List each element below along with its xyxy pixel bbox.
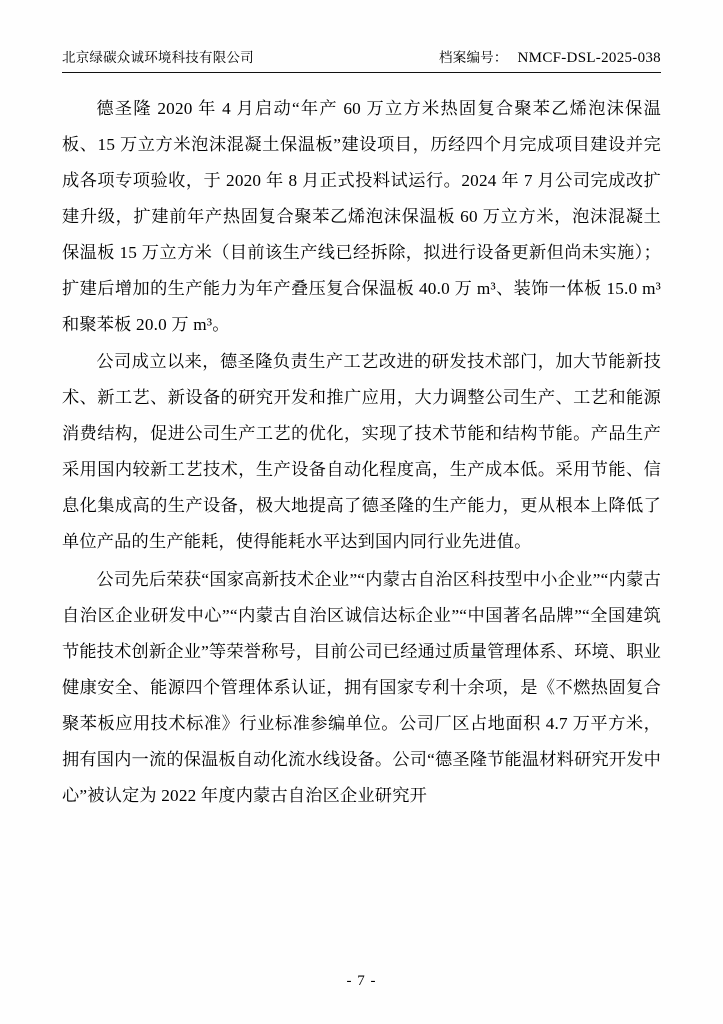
header-archive-label: 档案编号： (439, 50, 508, 65)
header-company-name: 北京绿碳众诚环境科技有限公司 (62, 50, 254, 65)
header-archive-code: NMCF-DSL-2025-038 (517, 50, 661, 66)
page-header (62, 46, 661, 73)
header-archive (439, 46, 661, 67)
paragraph-2: 公司成立以来，德圣隆负责生产工艺改进的研发技术部门，加大节能新技术、新工艺、新设备的研究开发和推广应用，大力调整公司生产、工艺和能源消费结构，促进公司生产工艺的优化，实现了技术节能和结构节能。产品生产采用国内较新工艺技术，生产设备自动化程度高，生产成本低。采用节能、信息化集成高的生产设备，极大地提高了德圣隆的生产能力，更从根本上降低了单位产品的生产能耗，使得能耗水平达到国内同行业先进值。 (62, 352, 661, 552)
paragraph-3: 公司先后荣获“国家高新技术企业”“内蒙古自治区科技型中小企业”“内蒙古自治区企业研发中心”“内蒙古自治区诚信达标企业”“中国著名品牌”“全国建筑节能技术创新企业”等荣誉称号，目前公司已经通过质量管理体系、环境、职业健康安全、能源四个管理体系认证，拥有国家专利十余项，是《不燃热固复合聚苯板应用技术标准》行业标准参编单位。公司厂区占地面积 4.7 万平方米，拥有国内一流的保温板自动化流水线设备。公司“德圣隆节能温材料研究开发中心”被认定为 2022 年度内蒙古自治区企业研究开 (62, 569, 662, 805)
paragraph-1: 德圣隆 2020 年 4 月启动“年产 60 万立方米热固复合聚苯乙烯泡沫保温板、15 万立方米泡沫混凝土保温板”建设项目，历经四个月完成项目建设并完成各项专项验收，于 2020 年 8 月正式投料试运行。2024 年 7 月公司完成改扩建升级，扩建前年产热固复合聚苯乙烯泡沫保温板 60 万立方米，泡沫混凝土保温板 15 万立方米（目前该生产线已经拆除，拟进行设备更新但尚未实施）；扩建后增加的生产能力为年产叠压复合保温板 40.0 万 m³、装饰一体板 15.0 m³ 和聚苯板 20.0 万 m³。 (62, 99, 661, 334)
page-number: - 7 - (346, 973, 377, 989)
document-body (62, 91, 661, 814)
page-footer (0, 973, 723, 990)
